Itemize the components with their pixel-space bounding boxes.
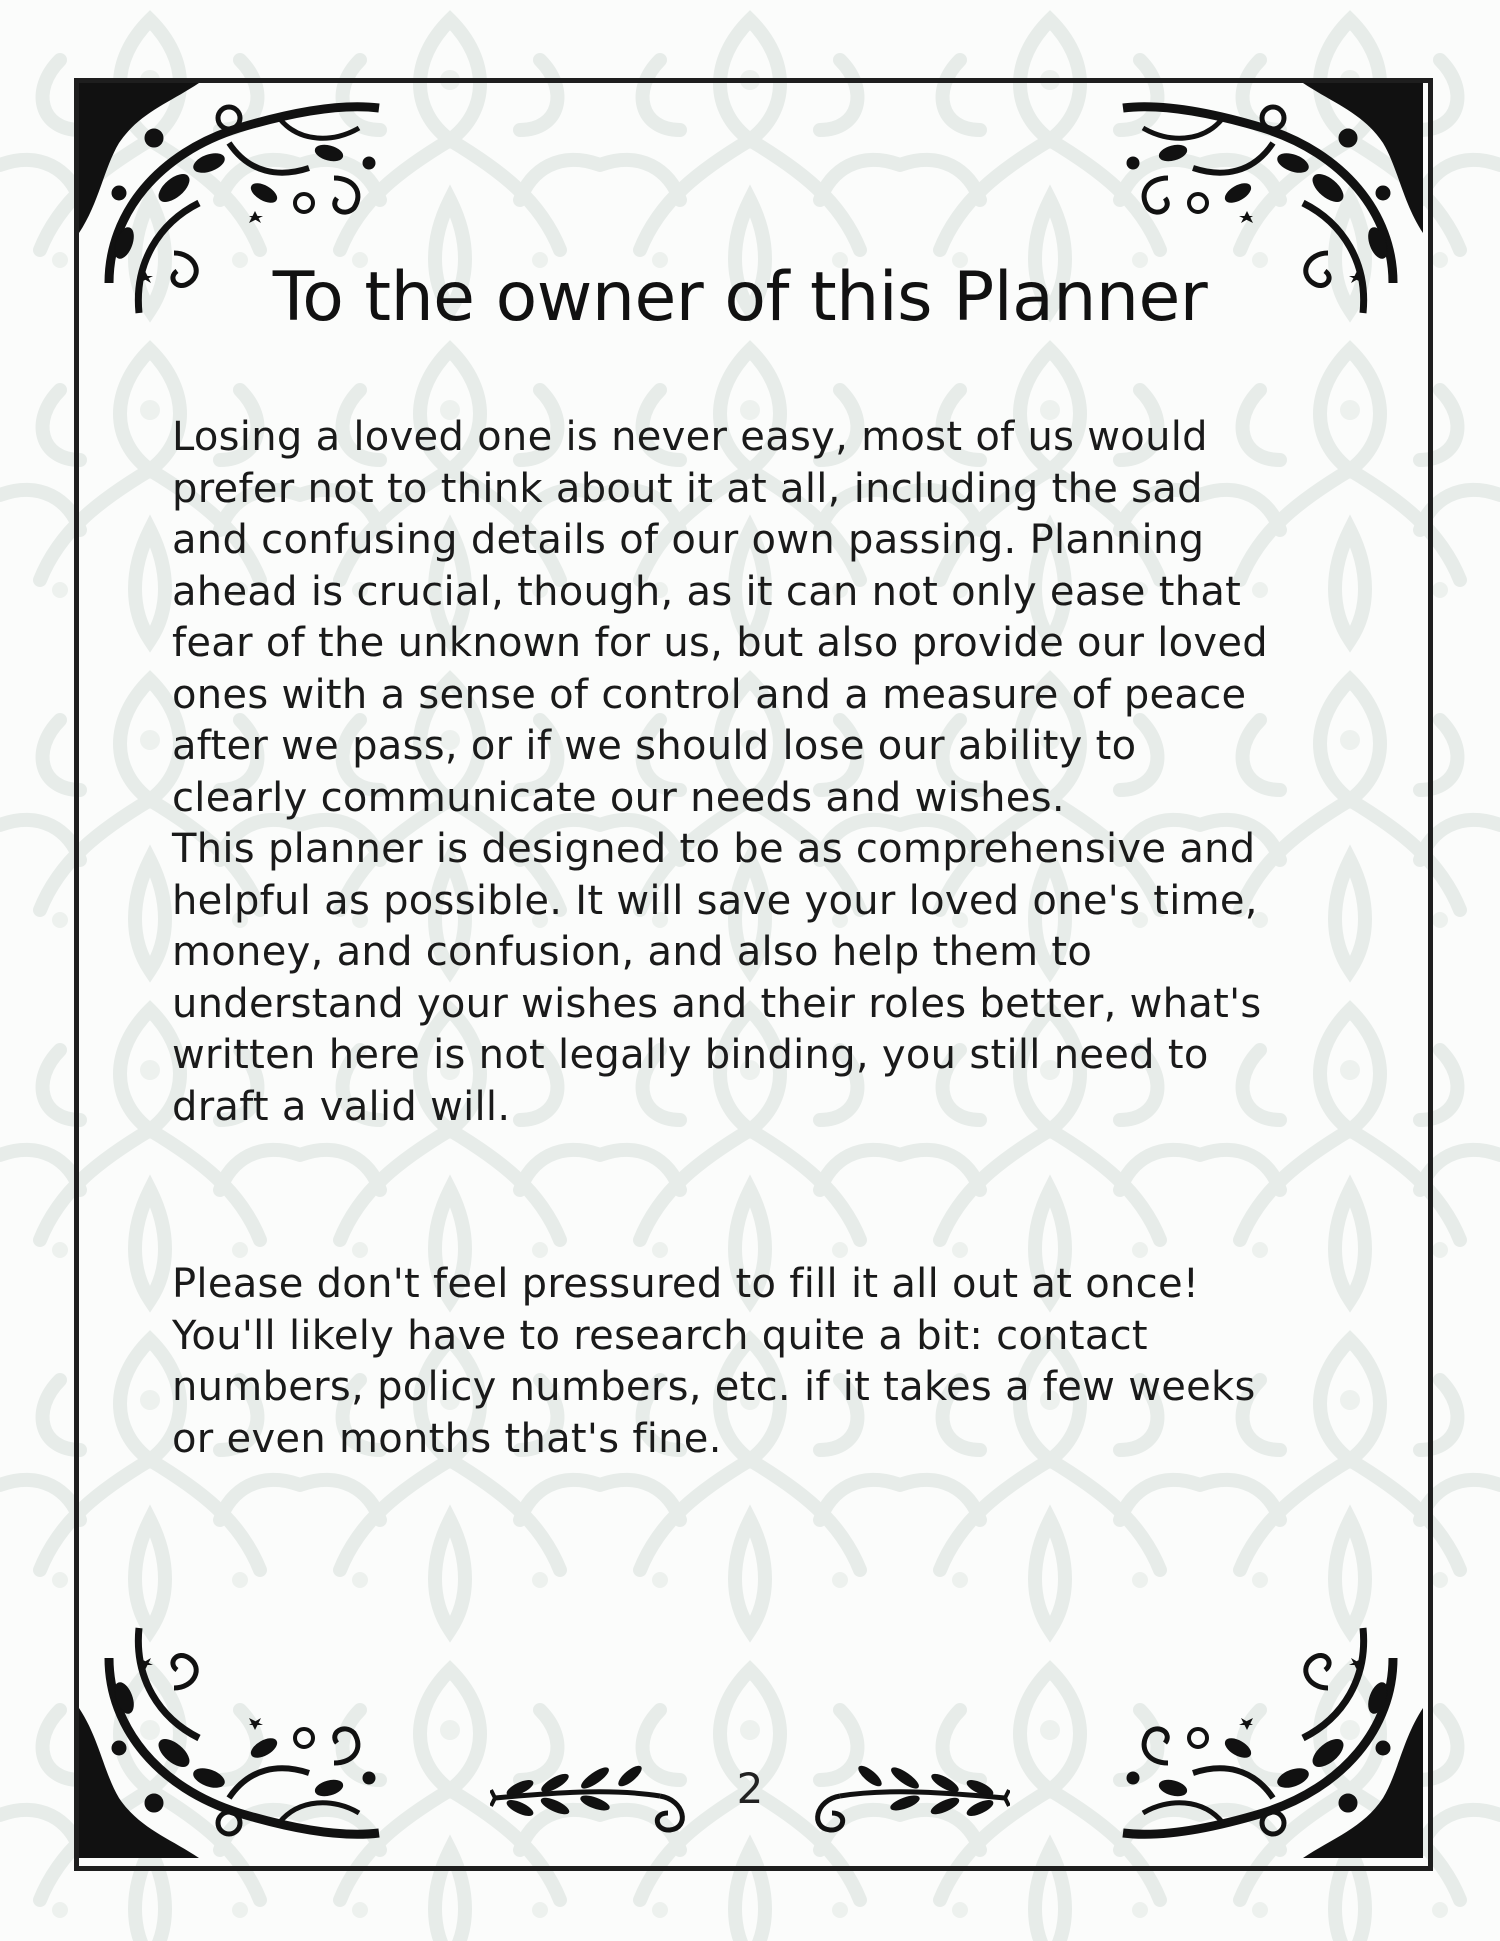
paragraph-line: prefer not to think about it at all, including the sad xyxy=(172,465,1203,512)
intro-paragraph xyxy=(172,412,1402,1133)
paragraph-line: This planner is designed to be as comprehensive and xyxy=(172,826,1256,872)
paragraph-line: written here is not legally binding, you still need to xyxy=(172,1032,1209,1078)
paragraph-line: money, and confusion, and also help them to xyxy=(172,929,1093,975)
paragraph-line: Please don't feel pressured to fill it all out at once! xyxy=(172,1261,1200,1307)
paragraph-line: numbers, policy numbers, etc. if it takes a few weeks xyxy=(172,1364,1256,1410)
laurel-swirl-icon xyxy=(490,1758,710,1838)
reassurance-paragraph xyxy=(172,1259,1402,1465)
paragraph-line: after we pass, or if we should lose our ability to xyxy=(172,723,1137,769)
paragraph-line: understand your wishes and their roles better, what's xyxy=(172,980,1262,1027)
paragraph-line: clearly communicate our needs and wishes. xyxy=(172,774,1065,821)
laurel-swirl-icon xyxy=(790,1758,1010,1838)
paragraph-line: draft a valid will. xyxy=(172,1083,511,1130)
paragraph-line: fear of the unknown for us, but also provide our loved xyxy=(172,620,1268,666)
floral-corner-ornament-icon xyxy=(1093,1618,1423,1858)
paragraph-line: or even months that's fine. xyxy=(172,1415,722,1462)
page-number: 2 xyxy=(736,1764,764,1813)
paragraph-line: ones with a sense of control and a measure of peace xyxy=(172,671,1247,718)
paragraph-line: You'll likely have to research quite a bit: contact xyxy=(172,1312,1148,1359)
page-title: To the owner of this Planner xyxy=(272,258,1208,337)
paragraph-line: Losing a loved one is never easy, most of us would xyxy=(172,414,1208,460)
paragraph-line: ahead is crucial, though, as it can not only ease that xyxy=(172,568,1242,615)
paragraph-line: and confusing details of our own passing. Planning xyxy=(172,517,1205,563)
paragraph-line: helpful as possible. It will save your loved one's time, xyxy=(172,877,1258,924)
floral-corner-ornament-icon xyxy=(79,1618,409,1858)
